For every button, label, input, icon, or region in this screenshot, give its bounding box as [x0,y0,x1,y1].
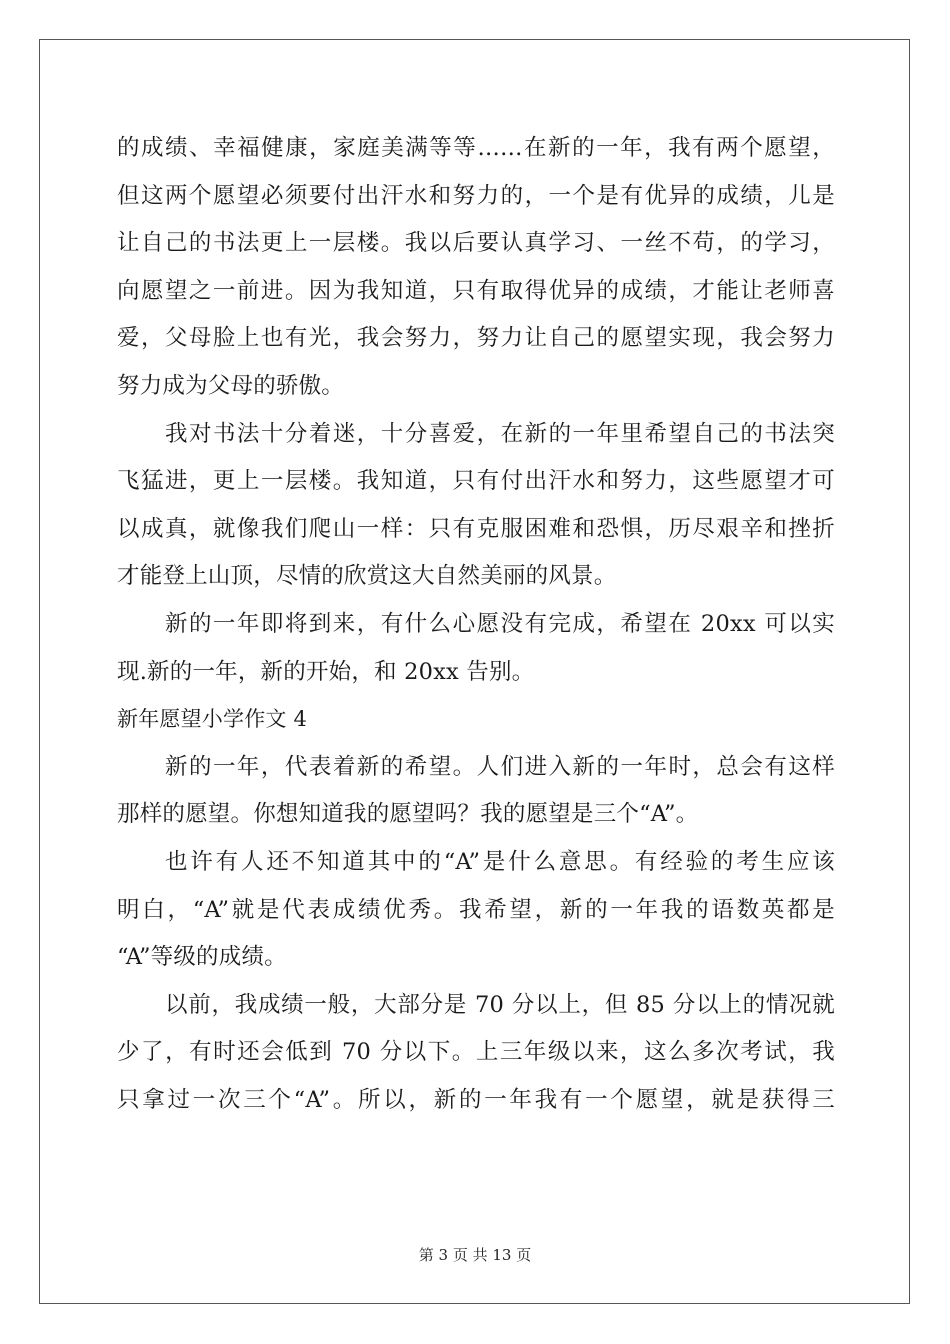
text-line: 只拿过一次三个“A”。所以，新的一年我有一个愿望，就是获得三 [117,1086,835,1113]
text-line: 以成真，就像我们爬山一样：只有克服困难和恐惧，历尽艰辛和挫折 [117,515,835,542]
text-line: 少了，有时还会低到 70 分以下。上三年级以来，这么多次考试，我 [117,1039,835,1066]
page-number-footer: 第 3 页 共 13 页 [418,1246,532,1264]
text-line: 新的一年，代表着新的希望。人们进入新的一年时，总会有这样 [165,753,835,780]
text-line: 向愿望之一前进。因为我知道，只有取得优异的成绩，才能让老师喜 [117,277,835,304]
text-line: 爱，父母脸上也有光，我会努力，努力让自己的愿望实现，我会努力 [117,325,835,352]
text-line: 也许有人还不知道其中的“A”是什么意思。有经验的考生应该 [165,848,835,875]
text-line: 那样的愿望。你想知道我的愿望吗？我的愿望是三个“A”。 [117,801,699,828]
text-line: 飞猛进，更上一层楼。我知道，只有付出汗水和努力，这些愿望才可 [117,468,835,495]
text-line: 的成绩、幸福健康，家庭美满等等……在新的一年，我有两个愿望， [117,135,835,161]
text-line: 以前，我成绩一般，大部分是 70 分以上，但 85 分以上的情况就 [165,991,835,1018]
text-line: “A”等级的成绩。 [117,944,287,971]
text-line: 明白，“A”就是代表成绩优秀。我希望，新的一年我的语数英都是 [117,896,835,923]
section-heading: 新年愿望小学作文 4 [117,707,308,732]
text-line: 才能登上山顶，尽情的欣赏这大自然美丽的风景。 [117,563,617,590]
text-line: 新的一年即将到来，有什么心愿没有完成，希望在 20xx 可以实 [165,610,835,637]
text-line: 让自己的书法更上一层楼。我以后要认真学习、一丝不苟，的学习， [117,230,835,257]
text-line: 但这两个愿望必须要付出汗水和努力的，一个是有优异的成绩，儿是 [117,182,835,209]
text-line: 现.新的一年，新的开始，和 20xx 告别。 [117,658,535,685]
document-body [117,129,835,1128]
text-line: 我对书法十分着迷，十分喜爱，在新的一年里希望自己的书法突 [165,420,835,447]
text-line: 努力成为父母的骄傲。 [117,372,345,399]
